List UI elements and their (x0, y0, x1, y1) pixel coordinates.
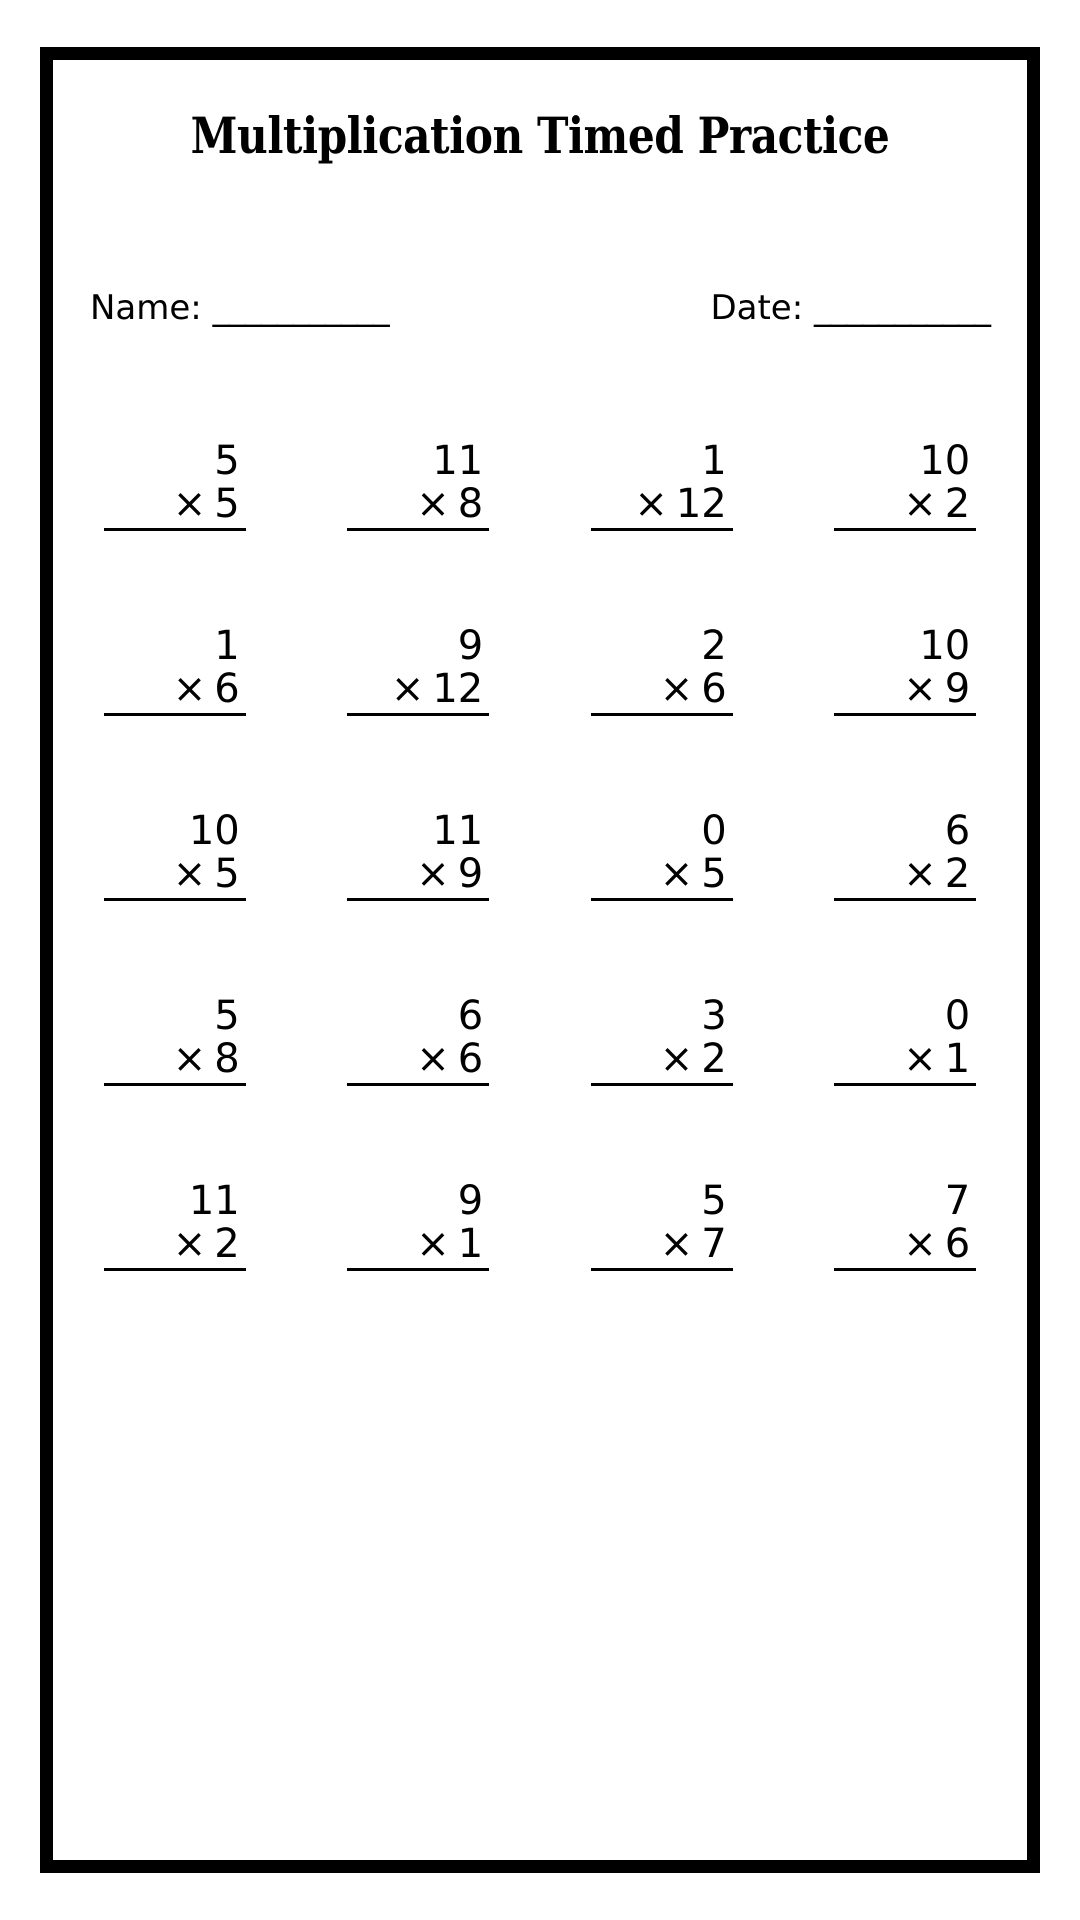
multiplicand: 3 (701, 993, 727, 1039)
multiplier-line (834, 483, 976, 531)
multiplier: 9 (944, 666, 971, 713)
problem (104, 625, 246, 716)
operator-icon: × (416, 851, 450, 898)
problem (347, 995, 489, 1086)
problem (591, 995, 733, 1086)
problem (591, 1180, 733, 1271)
problem-row (53, 440, 1027, 625)
multiplier-line (347, 1223, 489, 1271)
multiplier-line (104, 853, 246, 901)
problem-cell (297, 440, 541, 625)
problem-cell (784, 440, 1028, 625)
operator-icon: × (172, 1036, 207, 1083)
problem-cell (53, 810, 297, 995)
operator-icon: × (416, 1036, 450, 1083)
multiplier: 5 (701, 851, 727, 898)
operator-icon: × (172, 1221, 207, 1268)
multiplier: 7 (701, 1221, 727, 1268)
problem-cell (53, 625, 297, 810)
multiplier: 12 (432, 666, 484, 713)
problem-cell (784, 625, 1028, 810)
problem-cell (540, 995, 784, 1180)
worksheet-content (53, 60, 1027, 1860)
multiplicand: 7 (944, 1178, 971, 1224)
problem-cell (784, 995, 1028, 1180)
problem-cell (297, 810, 541, 995)
operator-icon: × (903, 1221, 937, 1268)
operator-icon: × (659, 1036, 694, 1083)
problem (591, 810, 733, 901)
problem (834, 1180, 976, 1271)
multiplicand: 10 (188, 808, 240, 854)
problem (591, 440, 733, 531)
problem-row (53, 810, 1027, 995)
multiplier-line (104, 1223, 246, 1271)
problems-grid (53, 440, 1027, 1365)
multiplicand: 1 (701, 438, 727, 484)
multiplicand: 10 (919, 438, 971, 484)
multiplier-line (347, 853, 489, 901)
operator-icon: × (903, 851, 937, 898)
multiplier: 2 (944, 851, 971, 898)
multiplicand: 9 (457, 1178, 484, 1224)
multiplier-line (591, 1038, 733, 1086)
multiplier-line (834, 668, 976, 716)
operator-icon: × (634, 481, 668, 528)
multiplier-line (834, 1038, 976, 1086)
multiplier: 2 (214, 1221, 240, 1268)
multiplier: 5 (214, 481, 240, 528)
operator-icon: × (659, 666, 694, 713)
multiplier-line (104, 668, 246, 716)
multiplier-line (347, 1038, 489, 1086)
multiplier-line (591, 483, 733, 531)
problem-cell (784, 1180, 1028, 1365)
multiplicand: 5 (214, 438, 240, 484)
name-blank: ___________ (212, 288, 389, 328)
multiplier: 2 (701, 1036, 727, 1083)
multiplicand: 1 (214, 623, 240, 669)
multiplier-line (347, 668, 489, 716)
multiplicand: 11 (432, 438, 484, 484)
operator-icon: × (172, 666, 207, 713)
multiplicand: 10 (919, 623, 971, 669)
problem-cell (540, 440, 784, 625)
problem-cell (297, 995, 541, 1180)
problem (834, 625, 976, 716)
problem-cell (53, 440, 297, 625)
problem (347, 810, 489, 901)
operator-icon: × (172, 481, 207, 528)
multiplier: 6 (457, 1036, 484, 1083)
problem (104, 440, 246, 531)
problem-cell (540, 810, 784, 995)
date-field[interactable] (710, 288, 990, 328)
name-label: Name: (90, 288, 202, 328)
multiplicand: 6 (944, 808, 971, 854)
multiplier-line (591, 853, 733, 901)
problem-row (53, 995, 1027, 1180)
multiplicand: 5 (701, 1178, 727, 1224)
problem (591, 625, 733, 716)
multiplier: 1 (944, 1036, 971, 1083)
multiplicand: 0 (701, 808, 727, 854)
name-field[interactable] (90, 288, 389, 328)
multiplier: 6 (214, 666, 240, 713)
multiplier: 9 (457, 851, 484, 898)
operator-icon: × (903, 481, 937, 528)
multiplicand: 11 (432, 808, 484, 854)
problem (834, 810, 976, 901)
operator-icon: × (172, 851, 207, 898)
multiplier-line (104, 483, 246, 531)
operator-icon: × (903, 666, 937, 713)
multiplier-line (591, 668, 733, 716)
date-label: Date: (710, 288, 804, 328)
multiplier-line (104, 1038, 246, 1086)
multiplier: 6 (701, 666, 727, 713)
multiplier-line (834, 1223, 976, 1271)
multiplier: 1 (457, 1221, 484, 1268)
problem-cell (540, 625, 784, 810)
operator-icon: × (659, 851, 694, 898)
problem-row (53, 625, 1027, 810)
multiplier: 12 (675, 481, 727, 528)
operator-icon: × (416, 1221, 450, 1268)
operator-icon: × (903, 1036, 937, 1083)
problem-row (53, 1180, 1027, 1365)
problem (347, 1180, 489, 1271)
multiplier-line (834, 853, 976, 901)
problem (104, 1180, 246, 1271)
problem (347, 440, 489, 531)
multiplicand: 11 (188, 1178, 240, 1224)
operator-icon: × (416, 481, 450, 528)
operator-icon: × (659, 1221, 694, 1268)
date-blank: ___________ (814, 288, 990, 328)
student-info-row (53, 288, 1027, 328)
problem (104, 995, 246, 1086)
multiplicand: 6 (457, 993, 484, 1039)
multiplier-line (347, 483, 489, 531)
problem-cell (53, 1180, 297, 1365)
multiplicand: 2 (701, 623, 727, 669)
multiplicand: 0 (944, 993, 971, 1039)
problem-cell (297, 1180, 541, 1365)
multiplicand: 5 (214, 993, 240, 1039)
multiplicand: 9 (457, 623, 484, 669)
problem (834, 995, 976, 1086)
multiplier: 6 (944, 1221, 971, 1268)
page-title: Multiplication Timed Practice (190, 106, 890, 165)
problem (347, 625, 489, 716)
problem-cell (784, 810, 1028, 995)
problem (104, 810, 246, 901)
problem-cell (540, 1180, 784, 1365)
multiplier: 8 (457, 481, 484, 528)
problem (834, 440, 976, 531)
multiplier: 5 (214, 851, 240, 898)
multiplier: 2 (944, 481, 971, 528)
problem-cell (53, 995, 297, 1180)
multiplier-line (591, 1223, 733, 1271)
problem-cell (297, 625, 541, 810)
operator-icon: × (390, 666, 425, 713)
multiplier: 8 (214, 1036, 240, 1083)
